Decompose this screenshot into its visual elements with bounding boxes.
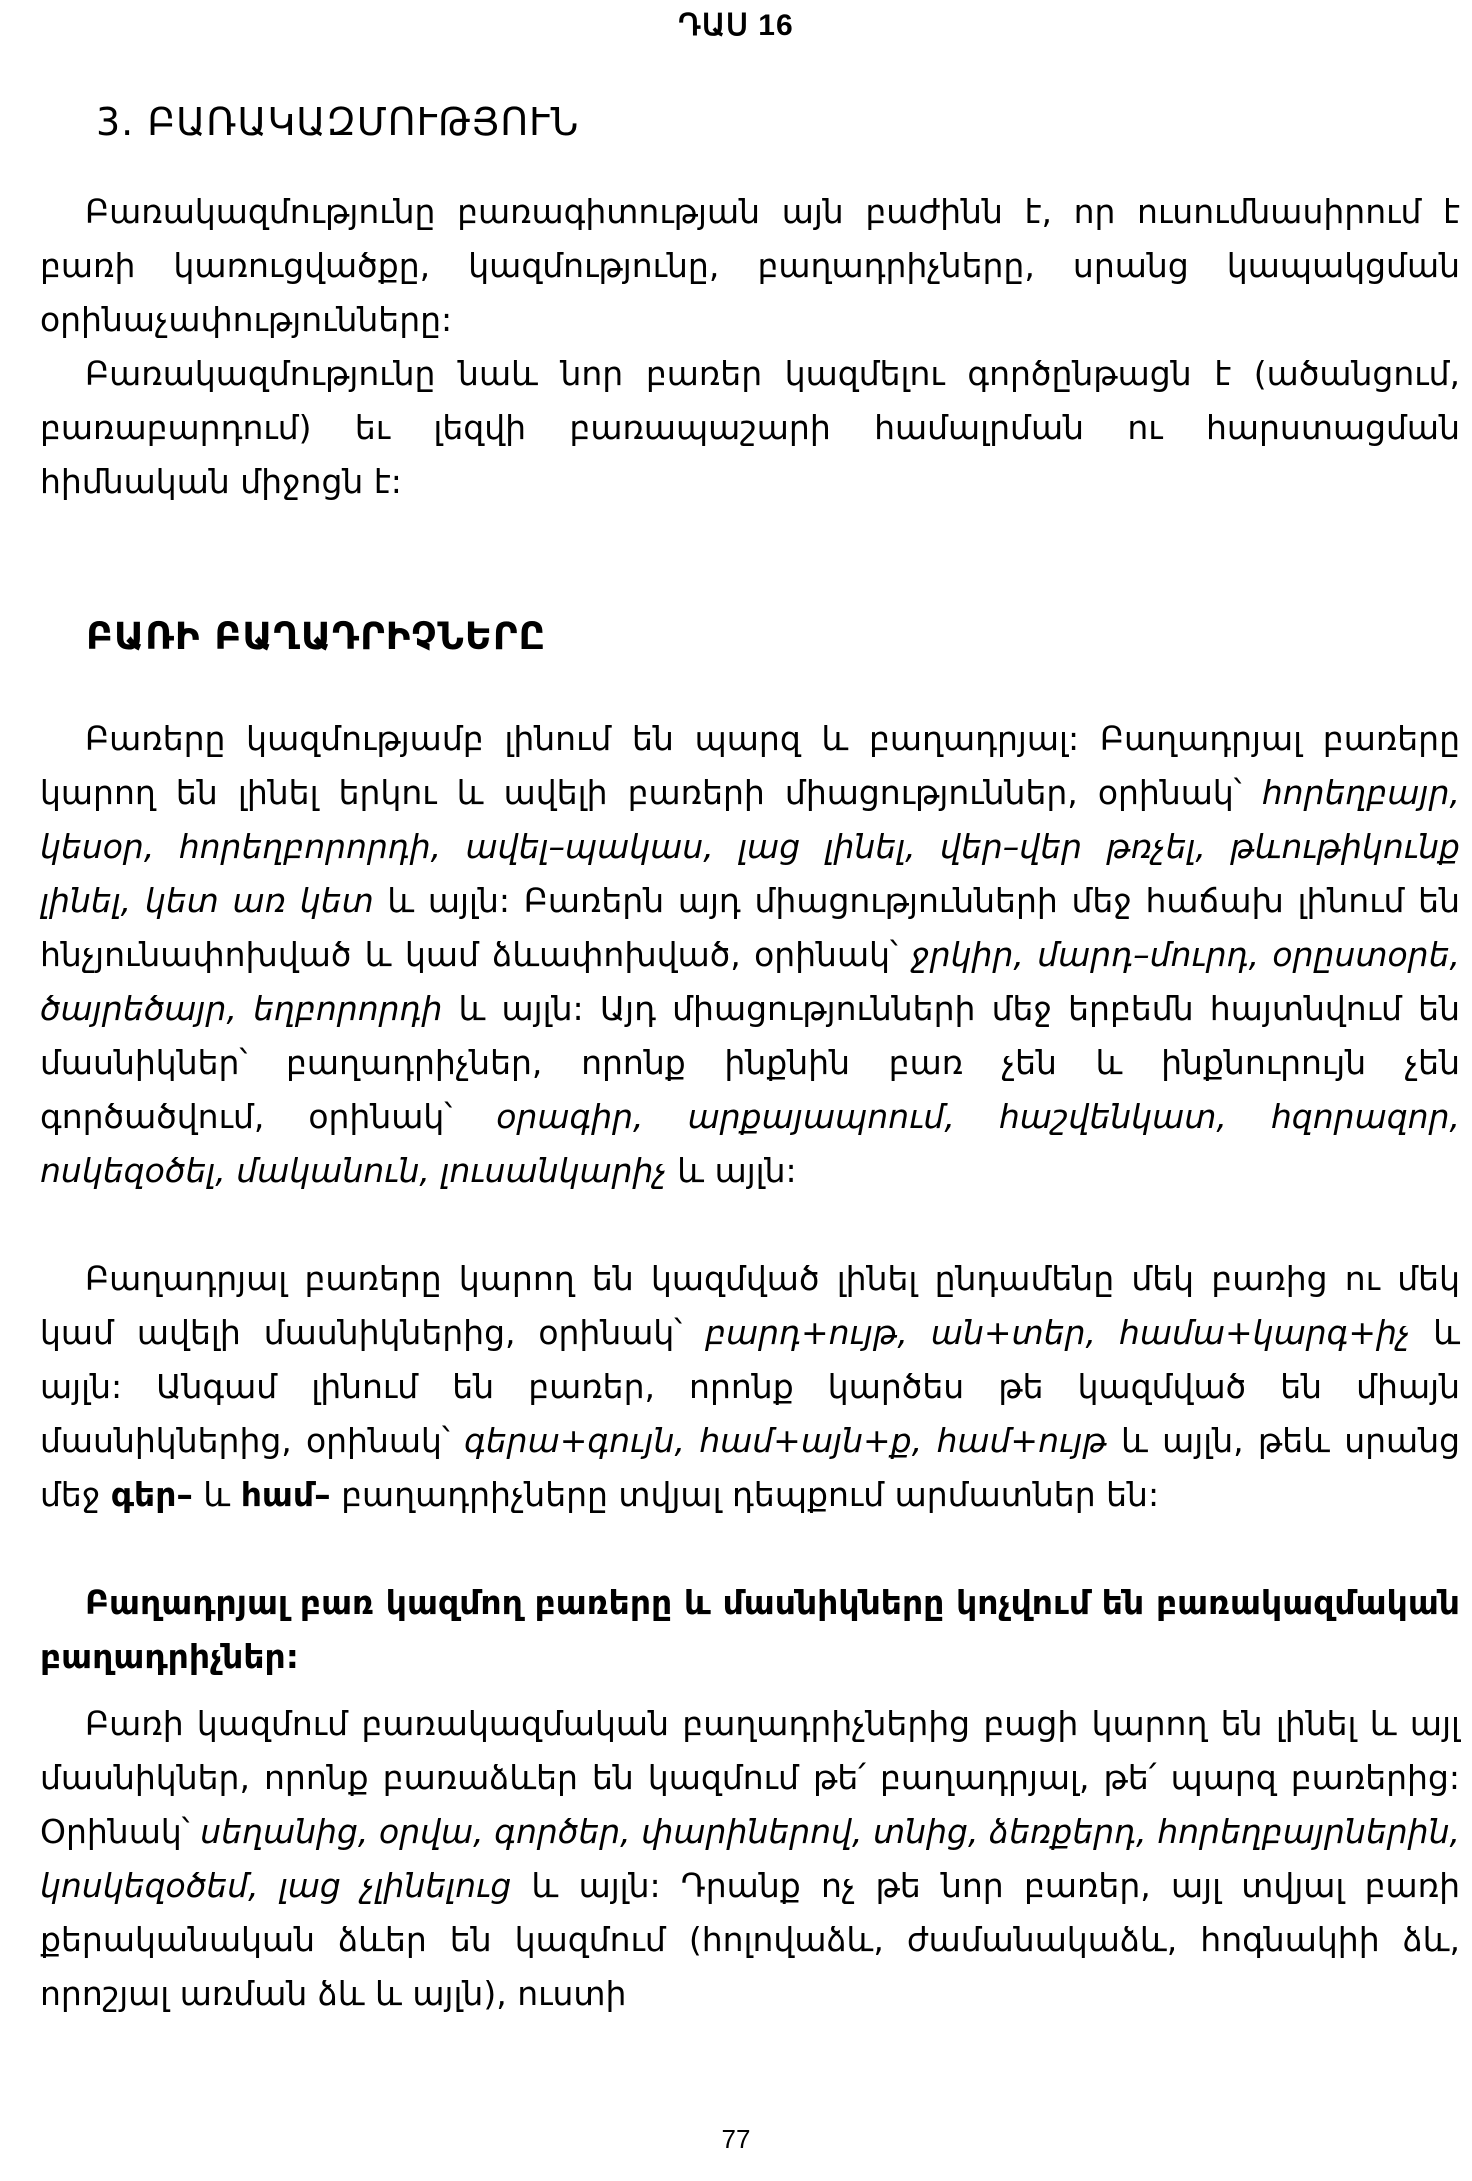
text-segment: և այլն: Բառերն այդ միացությունների մեջ հաճախ լինում են հնչյունափոխված և կամ ձևափոխված, օրինակ՝ bbox=[40, 881, 1460, 974]
example-words: գերա+գույն, համ+այն+ք, համ+ույթ bbox=[464, 1421, 1107, 1460]
paragraph-word-and-particles bbox=[40, 1252, 1460, 1522]
lesson-header: ԴԱՍ 16 bbox=[678, 9, 794, 42]
text-segment: և այլն, թեև սրանց մեջ bbox=[40, 1421, 1461, 1514]
bold-root: համ– bbox=[240, 1475, 331, 1514]
text-segment: Բաղադրյալ բառերը կարող են կազմված լինել ընդամենը մեկ բառից ու մեկ կամ ավելի մասնիկներից, օրինակ՝ bbox=[40, 1259, 1460, 1352]
example-words: օրագիր, արքայապոում, հաշվենկատ, հզորազոր, ոսկեզօծել, մականուն, լուսանկարիչ bbox=[40, 1097, 1461, 1190]
text-segment: և այլն: Այդ միացությունների մեջ երբեմն հայտնվում են մասնիկներ՝ բաղադրիչներ, որոնք ինքնին բառ չեն և ինքնուրույն չեն գործածվում, օրինակ՝ bbox=[40, 989, 1460, 1136]
text-segment: Բառի կազմում բառակազմական բաղադրիչներից բացի կարող են լինել և այլ մասնիկներ, որոնք բառաձևեր են կազմում թե՛ բաղադրյալ, թե՛ պարզ բառերից: Օրինակ՝ bbox=[40, 1704, 1460, 1851]
text-segment: և այլն: bbox=[666, 1151, 797, 1190]
paragraph-grammatical-forms bbox=[40, 1697, 1460, 2021]
example-words: սեղանից, օրվա, գործեր, փարիներով, տնից, ձեռքերդ, հորեղբայրներին, կոսկեզօծեմ, լաց չլինելուց bbox=[40, 1812, 1460, 1905]
page-number: 77 bbox=[721, 2124, 751, 2154]
text-segment: և այլն: Անգամ լինում են բառեր, որոնք կարծես թե կազմված են միայն մասնիկներից, օրինակ՝ bbox=[40, 1313, 1460, 1460]
example-words: բարդ+ույթ, ան+տեր, համա+կարգ+իչ bbox=[705, 1313, 1411, 1352]
subheading-word-components: ԲԱՌԻ ԲԱՂԱԴՐԻՉՆԵՐԸ bbox=[86, 615, 547, 658]
paragraph-definition-text: Բառակազմությունը բառագիտության այն բաժինն է, որ ուսումնասիրում է բառի կառուցվածքը, կազմությունը, բաղադրիչները, սրանց կապակցման օրինաչափությունները: bbox=[40, 192, 1460, 339]
paragraph-compound-words bbox=[40, 712, 1460, 1198]
example-words: ջրկիր, մարդ–մուրդ, օրըստօրե, ծայրեծայր, եղբորորդի bbox=[40, 935, 1460, 1028]
example-words: հորեղբայր, կեսօր, հորեղբորորդի, ավել–պակաս, լաց լինել, վեր–վեր թռչել, թևութիկունք լինել, կետ առ կետ bbox=[40, 773, 1460, 920]
paragraph-word-formation-text: Բառակազմությունը նաև նոր բառեր կազմելու գործընթացն է (ածանցում, բառաբարդում) եւ լեզվի բառապաշարի համալրման ու հարստացման հիմնական միջոցն է: bbox=[40, 354, 1460, 501]
text-segment: բաղադրիչները տվյալ դեպքում արմատներ են: bbox=[330, 1475, 1160, 1514]
bold-root: գեր– bbox=[110, 1475, 193, 1514]
text-segment: և այլն: Դրանք ոչ թե նոր բառեր, այլ տվյալ բառի քերականական ձևեր են կազմում (հոլովաձև, ժամանակաձև, հոգնակիի ձև, որոշյալ առման ձև և այլն), ուստի bbox=[40, 1866, 1460, 2013]
section-title: 3. ԲԱՌԱԿԱԶՄՈՒԹՅՈՒՆ bbox=[96, 100, 580, 144]
definition-text: Բաղադրյալ բառ կազմող բառերը և մասնիկները կոչվում են բառակազմական բաղադրիչներ: bbox=[40, 1583, 1460, 1676]
paragraph-word-formation bbox=[40, 347, 1460, 509]
paragraph-definition-components bbox=[40, 1576, 1460, 1684]
text-segment: և bbox=[192, 1475, 241, 1514]
text-segment: Բառերը կազմությամբ լինում են պարզ և բաղադրյալ: Բաղադրյալ բառերը կարող են լինել երկու և ավելի բառերի միացություններ, օրինակ՝ bbox=[40, 719, 1460, 812]
paragraph-definition bbox=[40, 185, 1460, 347]
